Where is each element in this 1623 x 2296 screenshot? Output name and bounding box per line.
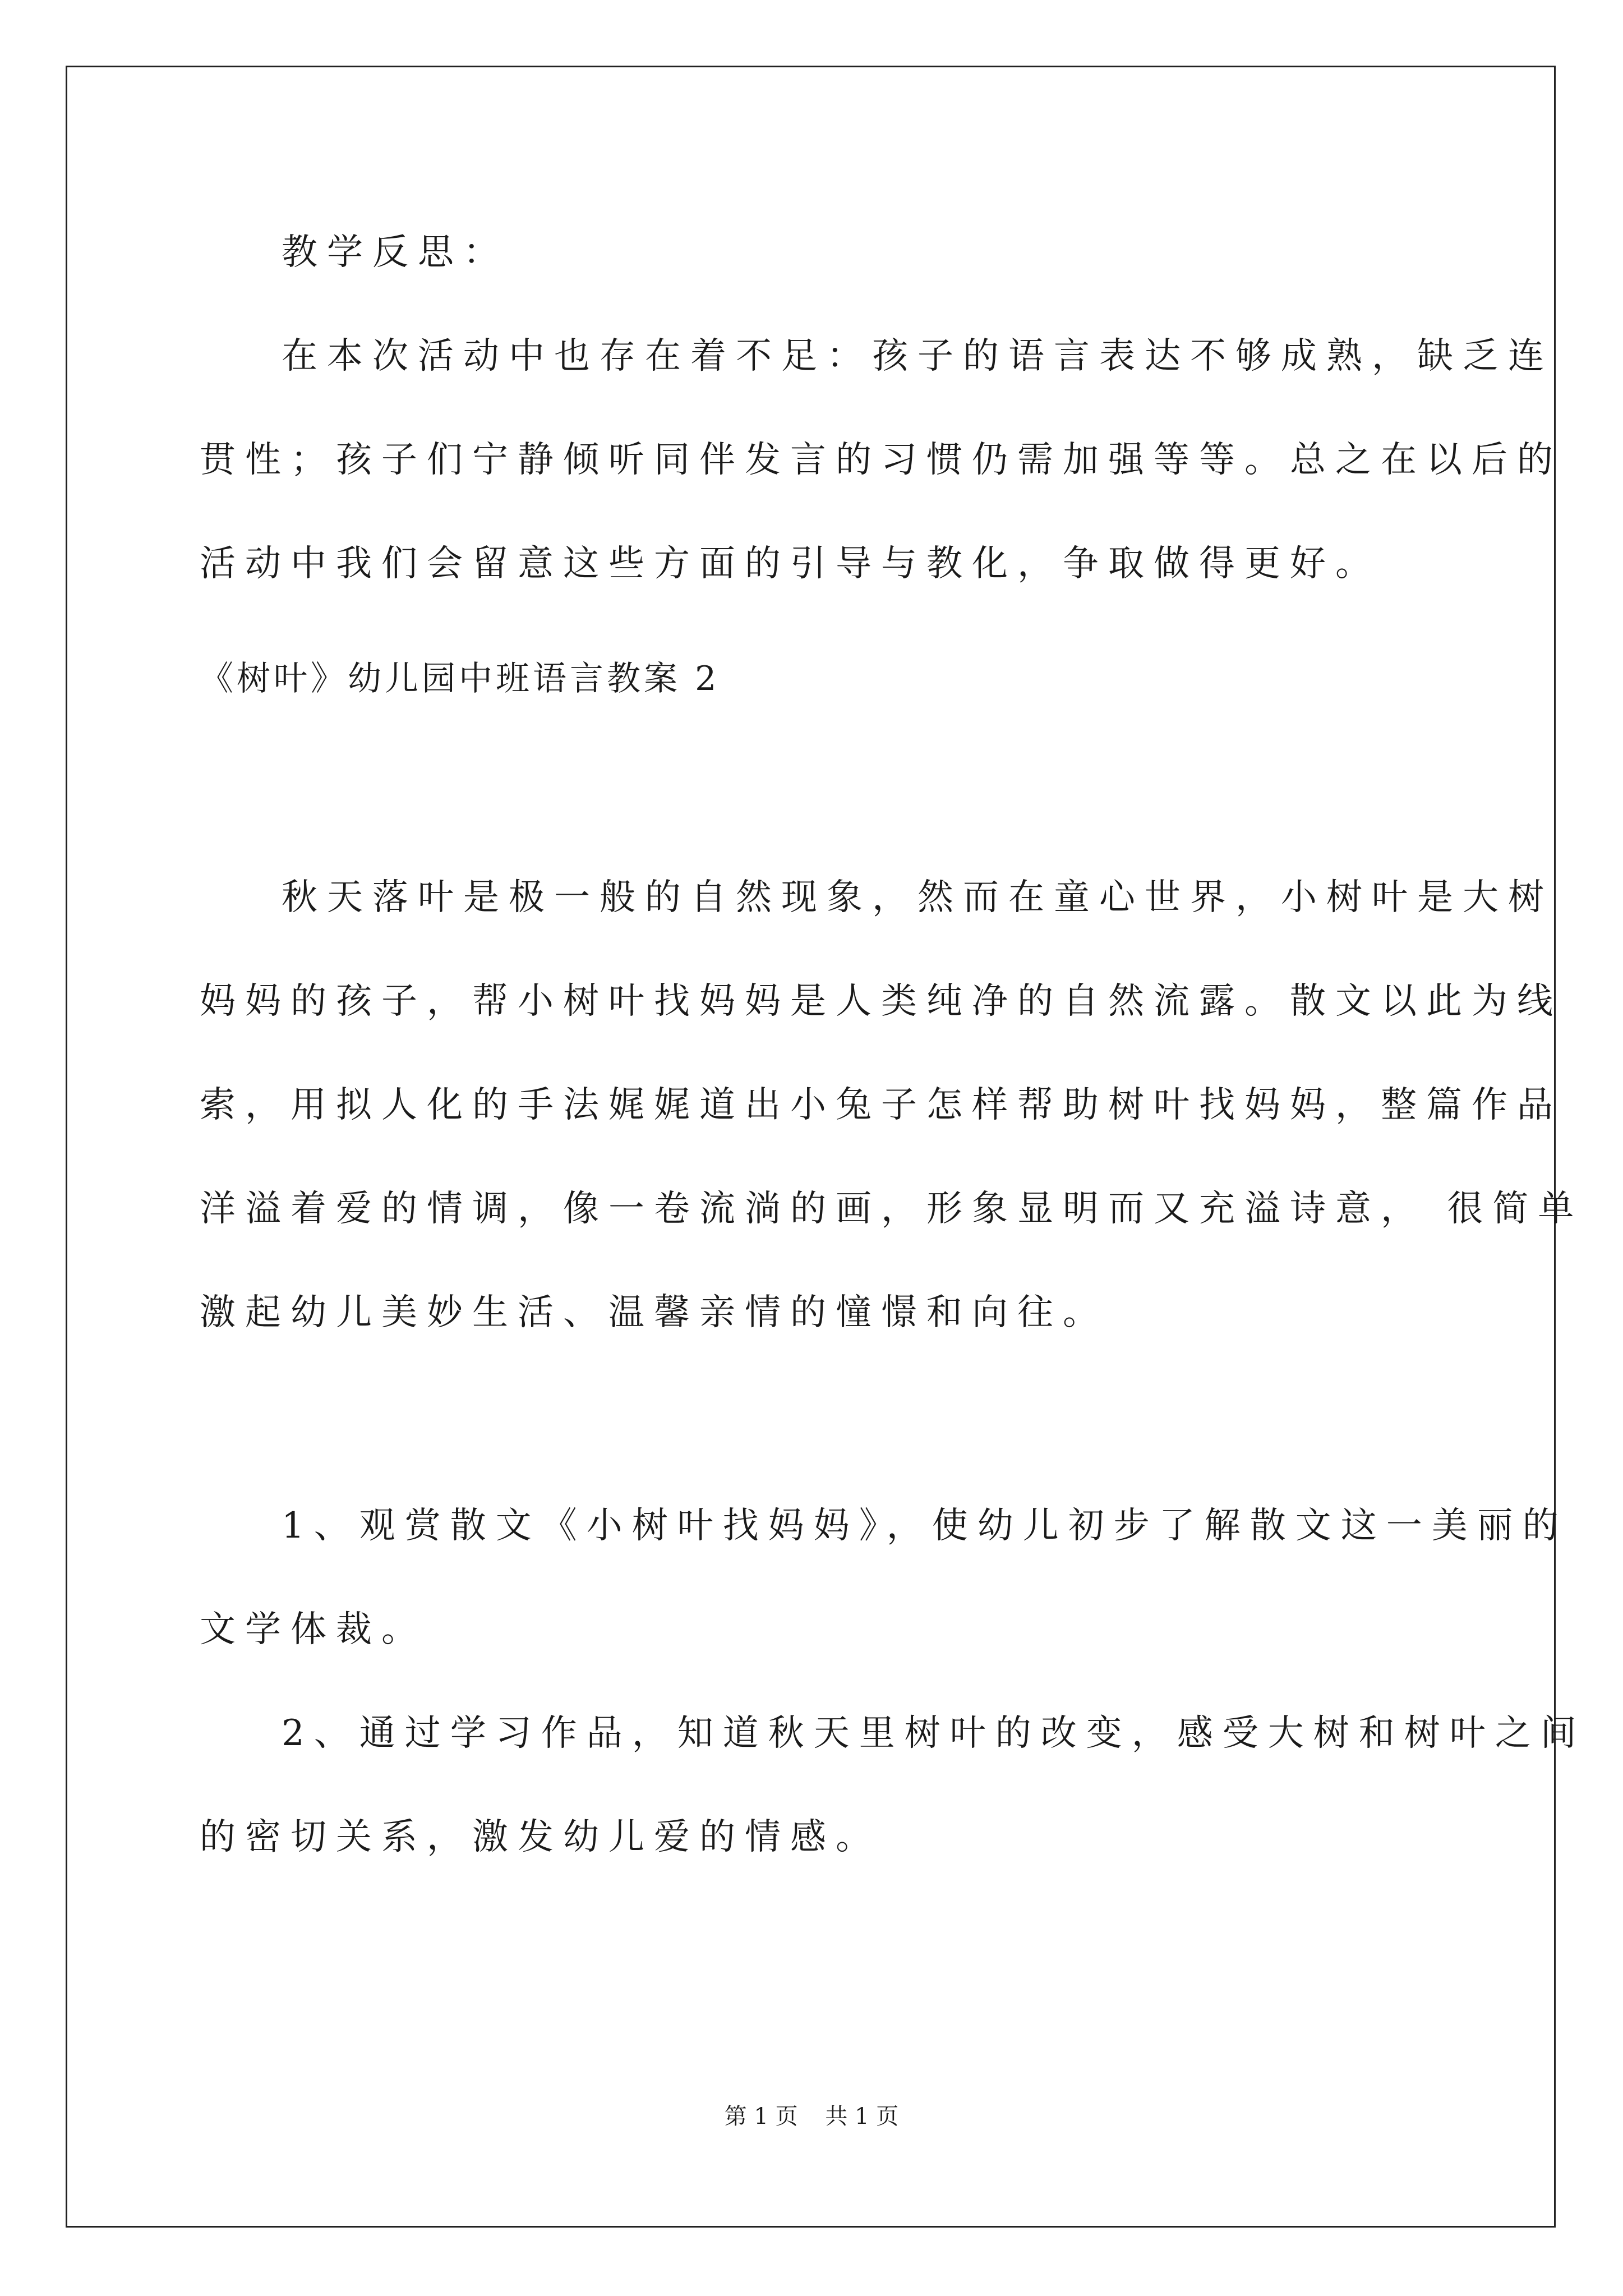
intro-line-4: 洋溢着爱的情调，像一卷流淌的画，形象显明而又充溢诗意， 很简单 [200,1188,1584,1230]
intro-line-3: 索，用拟人化的手法娓娓道出小兔子怎样帮助树叶找妈妈，整篇作品 [200,1084,1562,1126]
goal-2-line-1: 2、通过学习作品，知道秋天里树叶的改变，感受大树和树叶之间 [282,1713,1586,1754]
goal-1-line-1: 1、观赏散文《小树叶找妈妈》，使幼儿初步了解散文这一美丽的 [282,1505,1568,1547]
intro-line-2: 妈妈的孩子，帮小树叶找妈妈是人类纯净的自然流露。散文以此为线 [200,981,1562,1022]
intro-line-5: 激起幼儿美妙生活、温馨亲情的憧憬和向往。 [200,1292,1108,1333]
goal-1-line-2: 文学体裁。 [200,1609,427,1650]
reflection-line-3: 活动中我们会留意这些方面的引导与教化，争取做得更好。 [200,543,1381,585]
page-border [66,66,1556,2228]
page-number-total: 共 1 页 [825,2104,899,2129]
reflection-line-1: 在本次活动中也存在着不足：孩子的语言表达不够成熟，缺乏连 [282,335,1553,377]
document-title: 《树叶》幼儿园中班语言教案 2 [200,659,720,698]
goal-2-line-2: 的密切关系，激发幼儿爱的情感。 [200,1816,881,1858]
page-number-current: 第 1 页 [724,2104,798,2129]
reflection-heading: 教学反思： [282,232,509,273]
page-footer [0,2102,1623,2131]
reflection-line-2: 贯性；孩子们宁静倾听同伴发言的习惯仍需加强等等。总之在以后的 [200,439,1562,481]
intro-line-1: 秋天落叶是极一般的自然现象，然而在童心世界，小树叶是大树 [282,877,1553,918]
